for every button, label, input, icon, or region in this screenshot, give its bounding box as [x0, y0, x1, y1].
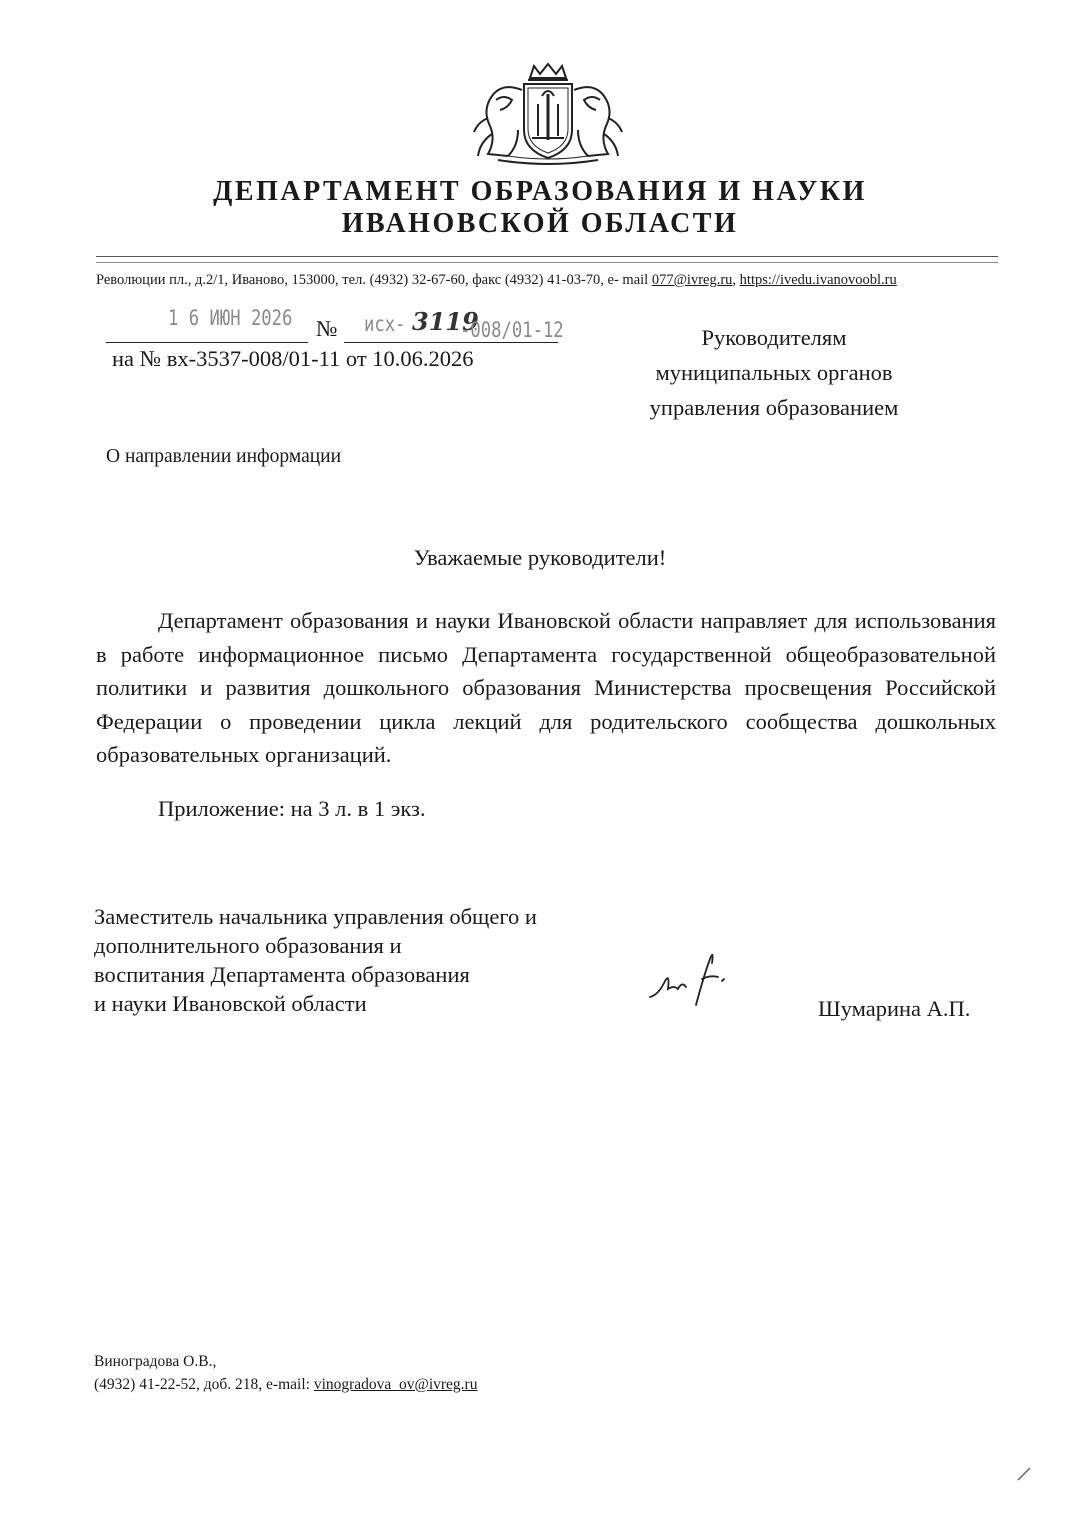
addressee-line2: муниципальных органов [655, 360, 893, 385]
executor-contacts [94, 1373, 477, 1396]
greeting: Уважаемые руководители! [413, 545, 667, 570]
number-handwritten: 3119 [412, 307, 479, 336]
header-divider-thin [96, 262, 998, 263]
executor-block [94, 1350, 477, 1396]
signer-line2: дополнительного образования и [94, 933, 402, 958]
executor-name: Виноградова О.В., [94, 1353, 217, 1370]
org-name-line1: ДЕПАРТАМЕНТ ОБРАЗОВАНИЯ И НАУКИ [213, 176, 867, 207]
signer-line3: воспитания Департамента образования [94, 962, 470, 987]
addressee-line1: Руководителям [701, 325, 847, 350]
addressee-block [624, 320, 924, 425]
contact-separator: , [732, 272, 740, 288]
number-sign: № [316, 316, 338, 341]
executor-email-link[interactable]: vinogradova_ov@ivreg.ru [313, 1376, 478, 1393]
signer-line4: и науки Ивановской области [94, 991, 367, 1016]
contact-site-link[interactable]: https://ivedu.ivanovoobl.ru [739, 272, 897, 288]
date-stamp: 1 6 ИЮН 2026 [168, 306, 293, 330]
date-underline [106, 342, 308, 343]
coat-of-arms-icon [468, 60, 628, 168]
letter-body [96, 604, 996, 772]
executor-phone: (4932) 41-22-52, доб. 218, e-mail: [94, 1376, 314, 1393]
number-prefix-stamp: исх- [364, 312, 406, 336]
number-suffix-stamp: -008/01-12 [460, 318, 564, 342]
subject-line: О направлении информации [106, 446, 342, 467]
contact-email-link[interactable]: 077@ivreg.ru [651, 272, 733, 288]
attachment-note: Приложение: на 3 л. в 1 экз. [158, 796, 426, 821]
contact-line [96, 272, 1006, 289]
reference-number: на № вх-3537-008/01-11 от 10.06.2026 [112, 346, 474, 371]
header-divider [96, 256, 998, 257]
signer-line1: Заместитель начальника управления общего и [94, 904, 537, 929]
number-underline [344, 342, 558, 343]
handwritten-signature [644, 945, 748, 1011]
contact-address: Революции пл., д.2/1, Иваново, 153000, тел. (4932) 32-67-60, факс (4932) 41-03-70, e- mail [96, 272, 652, 288]
signer-position [94, 902, 654, 1018]
addressee-line3: управления образованием [649, 395, 899, 420]
org-name-line2: ИВАНОВСКОЙ ОБЛАСТИ [341, 208, 739, 239]
scan-mark [1016, 1464, 1034, 1482]
body-paragraph: Департамент образования и науки Ивановской области направляет для использования в работе информационное письмо Департамента государственной общеобразовательной политики и развития дошкольного образования Министерства просвещения Российской Федерации о проведении цикла лекций для родительского сообщества дошкольных образовательных организаций. [96, 608, 996, 767]
signer-name: Шумарина А.П. [818, 996, 971, 1021]
